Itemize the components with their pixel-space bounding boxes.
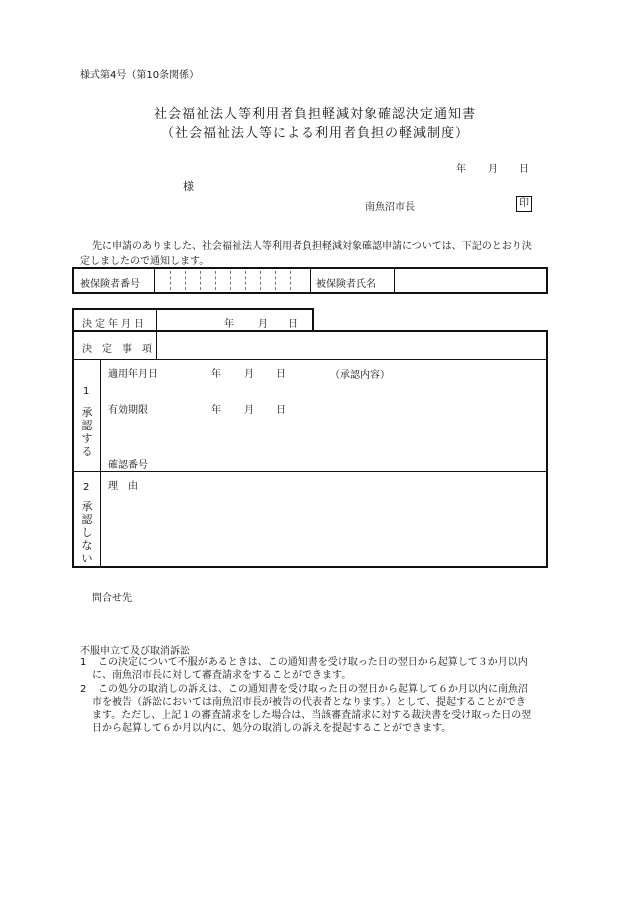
cell-divider xyxy=(156,332,157,359)
section-label-divider xyxy=(100,360,101,566)
decision-items-label: 決 定 事 項 xyxy=(82,344,152,355)
decision-table xyxy=(72,330,548,568)
valid-until-label: 有効期限 xyxy=(108,405,148,416)
date-day-label: 日 xyxy=(519,164,529,175)
appeal-1-number: 1 xyxy=(80,657,87,668)
date-year-label: 年 xyxy=(456,164,466,175)
disapprove-label: 承 認 し な い xyxy=(81,500,93,565)
intro-line-2: 定しましたので通知します。 xyxy=(80,256,210,267)
cell-divider xyxy=(310,269,311,292)
recipient-suffix: 様 xyxy=(183,180,194,193)
appeal-1-line-2: に、南魚沼市長に対して審査請求をすることができます。 xyxy=(92,670,352,681)
appeal-2-number: 2 xyxy=(80,684,87,695)
approve-label: 承 認 す る xyxy=(81,406,93,458)
date-month-label: 月 xyxy=(488,164,498,175)
appeal-1-line-1: この決定について不服があるときは、この通知書を受け取った日の翌日から起算して３か月以内 xyxy=(98,657,528,668)
approve-number: 1 xyxy=(83,386,90,397)
decision-day-label: 日 xyxy=(288,319,298,330)
apply-date-label: 適用年月日 xyxy=(108,369,158,380)
valid-day-label: 日 xyxy=(276,405,286,416)
decision-month-label: 月 xyxy=(258,319,268,330)
approval-content-label: （承認内容） xyxy=(330,370,390,381)
valid-month-label: 月 xyxy=(244,405,254,416)
decision-year-label: 年 xyxy=(224,319,234,330)
decision-date-label: 決定年月日 xyxy=(82,319,147,330)
page-title: 社会福祉法人等利用者負担軽減対象確認決定通知書 xyxy=(153,107,476,122)
apply-month-label: 月 xyxy=(244,369,254,380)
appeal-2-line-3: ます。ただし、上記１の審査請求をした場合は、当該審査請求に対する裁決書を受け取った日の翌 xyxy=(92,710,532,721)
appeal-2-line-2: 市を被告（訴訟においては南魚沼市長が被告の代表者となります。）として、提起することができ xyxy=(92,697,526,708)
disapprove-number: 2 xyxy=(83,482,90,493)
form-number: 様式第4号（第10条関係） xyxy=(80,70,200,81)
intro-line-1: 先に申請のありました、社会福祉法人等利用者負担軽減対象確認申請については、下記のとおり決 xyxy=(92,241,532,252)
insured-info-table xyxy=(72,267,548,294)
appeal-heading: 不服申立て及び取消訴訟 xyxy=(80,646,190,657)
insured-number-label: 被保険者番号 xyxy=(80,279,140,290)
insured-name-label: 被保険者氏名 xyxy=(316,279,376,290)
seal-mark: 印 xyxy=(516,196,532,212)
appeal-2-line-1: この処分の取消しの訴えは、この通知書を受け取った日の翌日から起算して６か月以内に南魚沼 xyxy=(98,684,528,695)
apply-day-label: 日 xyxy=(276,369,286,380)
row-divider xyxy=(74,471,546,472)
cell-divider xyxy=(156,310,157,330)
appeal-2-line-4: 日から起算して６か月以内に、処分の取消しの訴えを提起することができます。 xyxy=(92,723,452,734)
decision-date-row xyxy=(72,308,314,332)
insured-name-field[interactable] xyxy=(395,269,546,292)
reason-label: 理 由 xyxy=(108,481,138,492)
confirm-number-label: 確認番号 xyxy=(108,460,148,471)
issuer-name: 南魚沼市長 xyxy=(365,202,415,213)
page-subtitle: （社会福祉法人等による利用者負担の軽減制度） xyxy=(160,126,469,141)
row-divider xyxy=(74,359,546,360)
apply-year-label: 年 xyxy=(211,369,221,380)
insured-number-field[interactable] xyxy=(155,269,310,292)
valid-year-label: 年 xyxy=(211,405,221,416)
inquiry-label: 問合せ先 xyxy=(92,593,132,604)
